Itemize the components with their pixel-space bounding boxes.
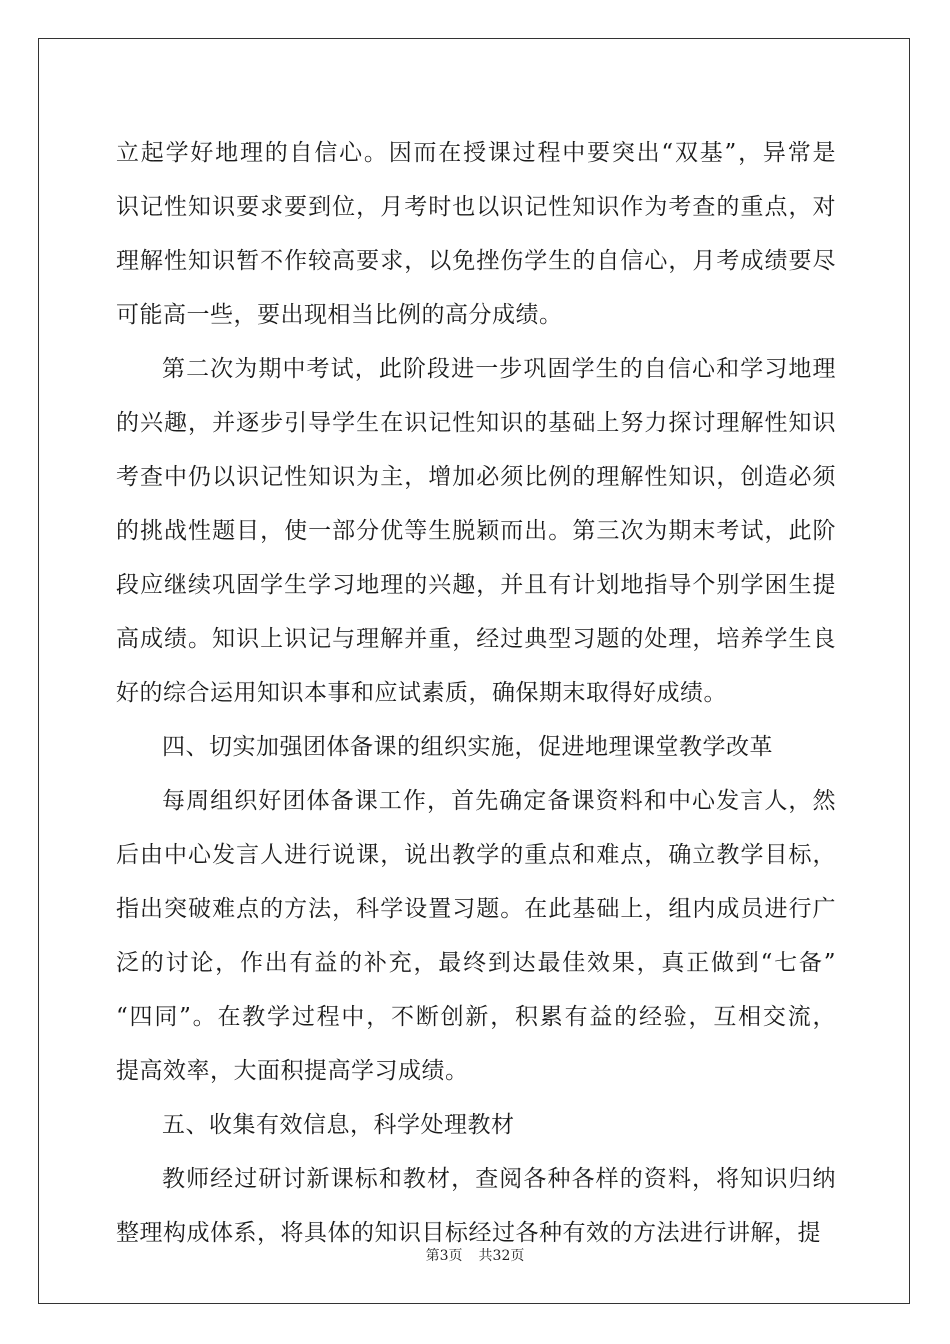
text-line: 的挑战性题目，使一部分优等生脱颖而出。第三次为期末考试，此阶 <box>116 518 836 544</box>
text-line: 提高效率，大面积提高学习成绩。 <box>116 1058 469 1084</box>
paragraph <box>116 1152 836 1260</box>
text-line: 第二次为期中考试，此阶段进一步巩固学生的自信心和学习地理 <box>162 356 836 382</box>
paragraph <box>116 342 836 720</box>
text-line: “四同”。在教学过程中，不断创新，积累有益的经验，互相交流， <box>116 1004 836 1030</box>
text-line: 高成绩。知识上识记与理解并重，经过典型习题的处理，培养学生良 <box>116 626 836 652</box>
text-line: 后由中心发言人进行说课，说出教学的重点和难点，确立教学目标， <box>116 842 836 868</box>
page-total: 共32页 <box>478 1248 525 1264</box>
paragraph <box>116 774 836 1098</box>
text-line: 五、收集有效信息，科学处理教材 <box>162 1112 515 1138</box>
text-line: 的兴趣，并逐步引导学生在识记性知识的基础上努力探讨理解性知识 <box>116 410 836 436</box>
text-line: 泛的讨论，作出有益的补充，最终到达最佳效果，真正做到“七备” <box>116 950 836 976</box>
text-line: 考查中仍以识记性知识为主，增加必须比例的理解性知识，创造必须 <box>116 464 836 490</box>
text-line: 整理构成体系，将具体的知识目标经过各种有效的方法进行讲解，提 <box>116 1220 821 1246</box>
text-line: 可能高一些，要出现相当比例的高分成绩。 <box>116 302 563 328</box>
text-line: 四、切实加强团体备课的组织实施，促进地理课堂教学改革 <box>162 734 773 760</box>
document-body <box>116 126 836 1260</box>
text-line: 立起学好地理的自信心。因而在授课过程中要突出“双基”，异常是 <box>116 140 836 166</box>
text-line: 理解性知识暂不作较高要求，以免挫伤学生的自信心，月考成绩要尽 <box>116 248 836 274</box>
text-line: 指出突破难点的方法，科学设置习题。在此基础上，组内成员进行广 <box>116 896 836 922</box>
paragraph <box>116 126 836 342</box>
text-line: 教师经过研讨新课标和教材，查阅各种各样的资料，将知识归纳 <box>162 1166 836 1192</box>
page-footer <box>0 1246 950 1266</box>
text-line: 每周组织好团体备课工作，首先确定备课资料和中心发言人，然 <box>162 788 836 814</box>
page-number: 第3页 <box>425 1248 463 1264</box>
text-line: 识记性知识要求要到位，月考时也以识记性知识作为考查的重点，对 <box>116 194 836 220</box>
paragraph <box>116 720 836 774</box>
text-line: 段应继续巩固学生学习地理的兴趣，并且有计划地指导个别学困生提 <box>116 572 836 598</box>
text-line: 好的综合运用知识本事和应试素质，确保期末取得好成绩。 <box>116 680 727 706</box>
paragraph <box>116 1098 836 1152</box>
